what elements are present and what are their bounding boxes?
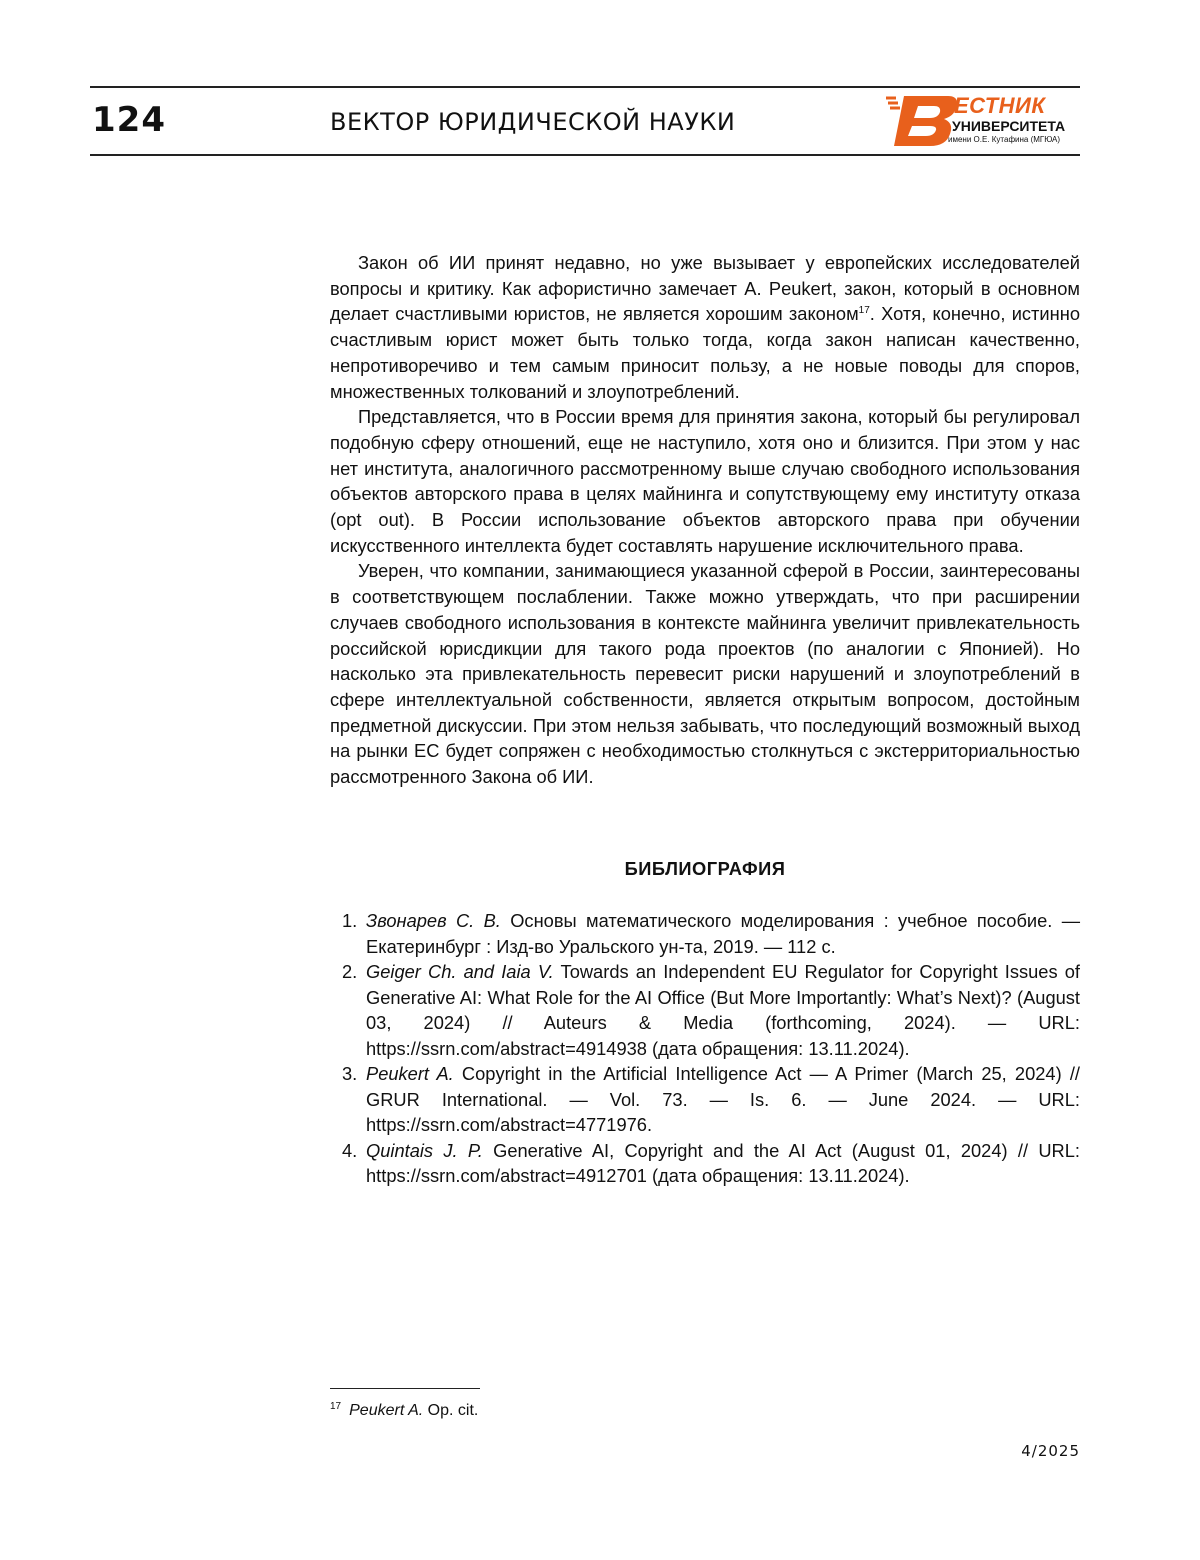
- item-author: Geiger Ch. and Iaia V.: [366, 961, 554, 982]
- logo-tagline: имени О.Е. Кутафина (МГЮА): [948, 135, 1061, 144]
- item-author: Quintais J. P.: [366, 1139, 483, 1161]
- page-header: [90, 86, 1080, 156]
- item-author: Звонарев С. В.: [366, 910, 501, 931]
- item-text: Generative AI, Copyright and the AI Act (August 01, 2024) // URL: https://ssrn.com/abstract=4912701 (дата обращения: 13.11.2024).: [366, 1139, 1080, 1186]
- issue-number: 4/2025: [1021, 1442, 1080, 1460]
- article-body: [330, 250, 1080, 790]
- journal-logo: [884, 92, 1080, 150]
- bibliography-item: [330, 1138, 1080, 1189]
- item-author: Peukert A.: [366, 1063, 454, 1084]
- bibliography-item: [330, 1061, 1080, 1138]
- footnote-marker: 17: [330, 1400, 342, 1412]
- bibliography-heading: БИБЛИОГРАФИЯ: [624, 858, 786, 879]
- item-number: 2.: [342, 961, 358, 982]
- paragraph: Представляется, что в России время для принятия закона, который бы регулировал подобную сферу отношений, еще не наступило, хотя оно и близится. При этом у нас нет института, аналогичного рассмотренному выше случаю свободного использования объектов авторского права в целях майнинга и сопутствующему ему институту отказа (opt out). В России использование объектов авторского права при обучении искусственного интеллекта будет составлять нарушение исключительного права.: [330, 406, 1080, 556]
- paragraph: Закон об ИИ принят недавно, но уже вызывает у европейских исследователей вопросы и критику. Как афористично замечает A. Peukert, закон, который в основном делает счастливыми юристов, не является хорошим законом$^{17}$. Хотя, конечно, истинно счастливым юрист может быть только тогда, когда закон написан качественно, непротиворечиво и тем самым приносит пользу, а не новые поводы для споров, множественных толкований и злоупотреблений.: [330, 252, 1080, 402]
- bibliography-item: [330, 908, 1080, 959]
- footnote: [330, 1400, 478, 1422]
- bibliography-list: [330, 908, 1080, 1189]
- item-text: Основы математического моделирования : учебное пособие. — Екатеринбург : Изд-во Уральского ун-та, 2019. — 112 с.: [366, 910, 1080, 957]
- page-number: 124: [92, 100, 166, 140]
- logo-title: ЕСТНИК: [954, 93, 1046, 118]
- bibliography-item: [330, 959, 1080, 1061]
- item-text: Copyright in the Artificial Intelligence Act — A Primer (March 25, 2024) // GRUR International. — Vol. 73. — Is. 6. — June 2024. — URL: https://ssrn.com/abstract=4771976.: [366, 1063, 1080, 1135]
- footnote-divider: [330, 1388, 480, 1389]
- item-number: 3.: [342, 1063, 358, 1084]
- footnote-ref[interactable]: 17: [858, 305, 870, 317]
- footnote-text: Op. cit.: [423, 1402, 479, 1419]
- paragraph: Уверен, что компании, занимающиеся указанной сферой в России, заинтересованы в соответствующем послаблении. Также можно утверждать, что при расширении случаев свободного использования в контексте майнинга увеличит привлекательность российской юрисдикции для такого рода проектов (по аналогии с Японией). Но насколько эта привлекательность перевесит риски нарушений и злоупотреблений в сфере интеллектуальной собственности, является открытым вопросом, достойным предметной дискуссии. При этом нельзя забывать, что последующий возможный выход на рынки ЕС будет сопряжен с необходимостью столкнуться с экстерриториальностью рассмотренного Закона об ИИ.: [330, 560, 1080, 788]
- footnote-author: Peukert A.: [349, 1402, 424, 1419]
- section-title: ВЕКТОР ЮРИДИЧЕСКОЙ НАУКИ: [330, 108, 736, 136]
- item-number: 4.: [342, 1139, 358, 1161]
- item-number: 1.: [342, 910, 358, 931]
- logo-subtitle: УНИВЕРСИТЕТА: [952, 118, 1066, 134]
- item-text: Towards an Independent EU Regulator for Copyright Issues of Generative AI: What Role for the AI Office (But More Importantly: What’s Next)? (August 03, 2024) // Auteurs & Media (forthcoming, 2024). — URL: https://ssrn.com/abstract=4914938 (дата обращения: 13.11.2024).: [366, 961, 1080, 1059]
